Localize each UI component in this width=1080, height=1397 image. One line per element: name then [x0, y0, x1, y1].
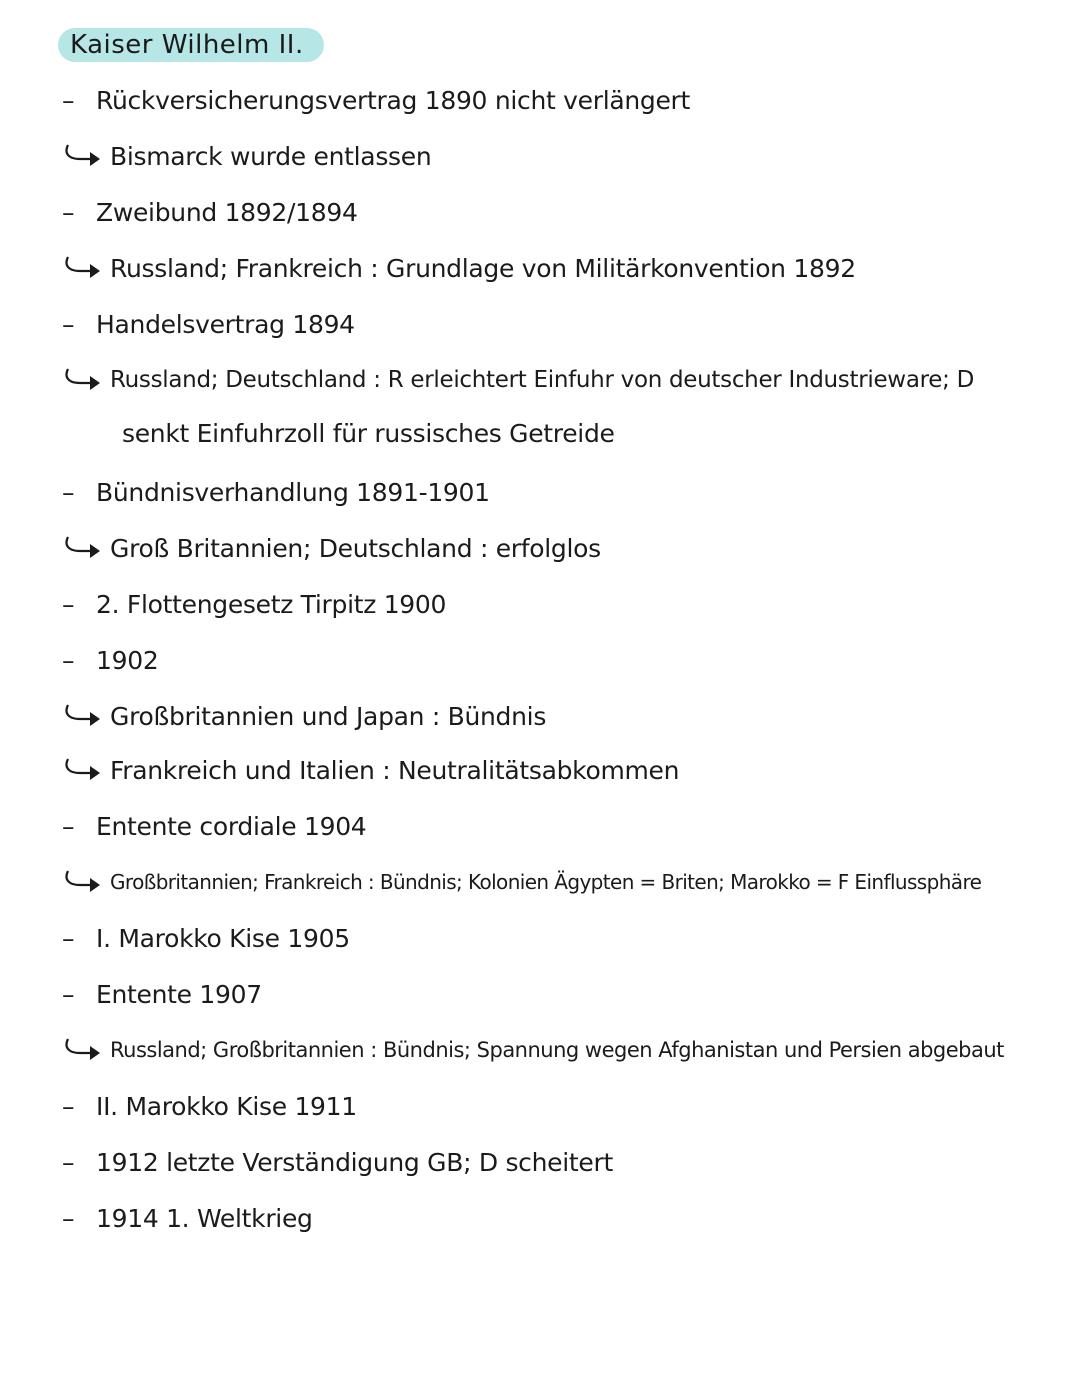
- list-item-text: Russland; Deutschland : R erleichtert Einfuhr von deutscher Industrieware; D: [110, 367, 974, 393]
- list-item-text: Entente cordiale 1904: [96, 811, 367, 841]
- arrow-right-icon: [62, 253, 104, 283]
- list-item-text: I. Marokko Kise 1905: [96, 923, 350, 953]
- list-item: [62, 1086, 357, 1126]
- list-item-text: Bismarck wurde entlassen: [110, 141, 432, 171]
- page-title: Kaiser Wilhelm II.: [58, 28, 324, 62]
- list-item: [62, 918, 350, 958]
- list-item-text: 2. Flottengesetz Tirpitz 1900: [96, 589, 447, 619]
- list-item: [62, 696, 546, 736]
- list-item-text: Groß Britannien; Deutschland : erfolglos: [110, 533, 601, 563]
- list-item: [62, 1198, 313, 1238]
- list-item: [62, 862, 981, 902]
- list-item-text: 1912 letzte Verständigung GB; D scheitert: [96, 1147, 613, 1177]
- list-item-text: 1902: [96, 645, 159, 675]
- arrow-right-icon: [62, 867, 104, 897]
- dash-bullet: –: [62, 1091, 75, 1121]
- list-item-text: Großbritannien und Japan : Bündnis: [110, 701, 547, 731]
- list-item-text: Russland; Frankreich : Grundlage von Militärkonvention 1892: [110, 253, 856, 283]
- arrow-right-icon: [62, 1035, 104, 1065]
- list-item: [62, 1142, 613, 1182]
- list-item-text: Entente 1907: [96, 979, 262, 1009]
- list-item: [62, 528, 601, 568]
- list-item-text: Zweibund 1892/1894: [96, 197, 358, 227]
- arrow-right-icon: [62, 141, 104, 171]
- list-item: [62, 1030, 1004, 1070]
- arrow-right-icon: [62, 365, 104, 395]
- dash-bullet: –: [62, 1203, 75, 1233]
- list-item-text: II. Marokko Kise 1911: [96, 1091, 357, 1121]
- list-item: [62, 136, 431, 176]
- dash-bullet: –: [62, 197, 75, 227]
- list-item-text: Handelsvertrag 1894: [96, 309, 355, 339]
- list-item: [62, 584, 446, 624]
- list-item: [62, 806, 366, 846]
- list-item: [62, 360, 974, 400]
- list-item-text: Großbritannien; Frankreich : Bündnis; Kolonien Ägypten = Briten; Marokko = F Einflussphäre: [110, 870, 982, 894]
- dash-bullet: –: [62, 811, 75, 841]
- list-item: [62, 80, 690, 120]
- dash-bullet: –: [62, 923, 75, 953]
- list-item: [62, 974, 262, 1014]
- list-item: [62, 192, 358, 232]
- list-item: [62, 640, 158, 680]
- list-item-text: 1914 1. Weltkrieg: [96, 1203, 313, 1233]
- dash-bullet: –: [62, 979, 75, 1009]
- arrow-right-icon: [62, 701, 104, 731]
- list-item: [62, 248, 856, 288]
- arrow-right-icon: [62, 755, 104, 785]
- dash-bullet: –: [62, 1147, 75, 1177]
- arrow-right-icon: [62, 533, 104, 563]
- list-item-text: Frankreich und Italien : Neutralitätsabkommen: [110, 755, 680, 785]
- list-item-text: Rückversicherungsvertrag 1890 nicht verlängert: [96, 85, 691, 115]
- dash-bullet: –: [62, 589, 75, 619]
- dash-bullet: –: [62, 309, 75, 339]
- dash-bullet: –: [62, 85, 75, 115]
- list-item: [62, 472, 490, 512]
- dash-bullet: –: [62, 477, 75, 507]
- list-item: [62, 750, 679, 790]
- list-item: [62, 304, 355, 344]
- dash-bullet: –: [62, 645, 75, 675]
- list-item-text: Russland; Großbritannien : Bündnis; Spannung wegen Afghanistan und Persien abgebaut: [110, 1038, 1004, 1062]
- list-item-text: Bündnisverhandlung 1891-1901: [96, 477, 490, 507]
- list-item-continuation: senkt Einfuhrzoll für russisches Getreide: [122, 419, 615, 448]
